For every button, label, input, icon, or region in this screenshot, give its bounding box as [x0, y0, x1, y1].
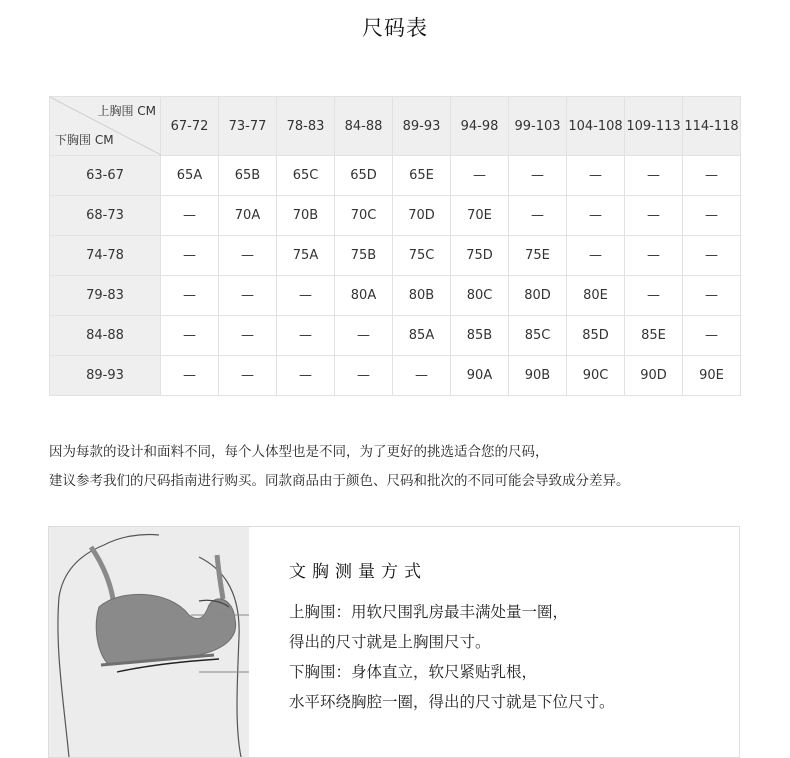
size-cell: — [451, 156, 509, 196]
size-advice-note [49, 438, 769, 496]
size-cell: — [335, 316, 393, 356]
page-title: 尺码表 [362, 16, 428, 40]
under-bust-instruction-cont: 水平环绕胸腔一圈，得出的尺寸就是下位尺寸。 [289, 693, 615, 711]
size-cell: 80D [509, 276, 567, 316]
upper-bust-label: 上胸围 CM [97, 104, 156, 118]
upper-bust-instruction-cont: 得出的尺寸就是上胸围尺寸。 [289, 633, 491, 651]
column-header: 104-108 [567, 97, 625, 156]
size-cell: 90E [683, 356, 741, 396]
size-cell: — [393, 356, 451, 396]
size-cell: 70B [277, 196, 335, 236]
size-cell: 70C [335, 196, 393, 236]
size-cell: 65D [335, 156, 393, 196]
column-header: 94-98 [451, 97, 509, 156]
size-cell: 90A [451, 356, 509, 396]
size-cell: — [219, 316, 277, 356]
size-cell: 90D [625, 356, 683, 396]
note-line: 因为每款的设计和面料不同，每个人体型也是不同，为了更好的挑选适合您的尺码， [49, 444, 549, 460]
size-cell: 75C [393, 236, 451, 276]
size-cell: 80A [335, 276, 393, 316]
size-cell: 85E [625, 316, 683, 356]
size-cell: 85D [567, 316, 625, 356]
size-cell: — [683, 196, 741, 236]
size-cell: — [683, 156, 741, 196]
under-bust-label: 下胸围 CM [55, 133, 114, 147]
under-bust-instruction: 下胸围：身体直立，软尺紧贴乳根， [289, 663, 538, 681]
table-row [50, 196, 741, 236]
size-cell: 65A [161, 156, 219, 196]
table-row [50, 316, 741, 356]
size-cell: — [335, 356, 393, 396]
corner-header [50, 97, 161, 156]
row-header: 68-73 [50, 196, 161, 236]
size-cell: 85B [451, 316, 509, 356]
column-header: 84-88 [335, 97, 393, 156]
size-cell: — [625, 156, 683, 196]
size-cell: — [219, 356, 277, 396]
size-cell: — [683, 236, 741, 276]
row-header: 74-78 [50, 236, 161, 276]
measure-instructions [289, 597, 615, 717]
size-cell: — [683, 316, 741, 356]
column-header: 109-113 [625, 97, 683, 156]
size-cell: 80C [451, 276, 509, 316]
size-cell: 65E [393, 156, 451, 196]
size-cell: — [161, 316, 219, 356]
size-cell: — [277, 276, 335, 316]
size-cell: 80E [567, 276, 625, 316]
size-cell: 75D [451, 236, 509, 276]
figure-panel [49, 527, 249, 757]
size-cell: — [277, 356, 335, 396]
size-cell: 70E [451, 196, 509, 236]
size-cell: 70D [393, 196, 451, 236]
column-header: 78-83 [277, 97, 335, 156]
size-cell: — [219, 276, 277, 316]
size-cell: — [161, 276, 219, 316]
size-cell: — [161, 356, 219, 396]
table-row [50, 236, 741, 276]
size-chart-table [49, 96, 741, 396]
table-row [50, 156, 741, 196]
size-cell: — [567, 196, 625, 236]
column-header: 89-93 [393, 97, 451, 156]
size-cell: 85C [509, 316, 567, 356]
column-header: 99-103 [509, 97, 567, 156]
size-cell: 85A [393, 316, 451, 356]
table-row [50, 276, 741, 316]
size-cell: 75E [509, 236, 567, 276]
size-cell: — [683, 276, 741, 316]
size-cell: 75B [335, 236, 393, 276]
row-header: 89-93 [50, 356, 161, 396]
size-cell: 65C [277, 156, 335, 196]
measure-title: 文胸测量方式 [289, 562, 427, 582]
column-header: 114-118 [683, 97, 741, 156]
size-cell: — [219, 236, 277, 276]
size-cell: — [567, 156, 625, 196]
size-cell: 70A [219, 196, 277, 236]
size-cell: — [277, 316, 335, 356]
size-cell: — [625, 196, 683, 236]
size-cell: — [161, 196, 219, 236]
column-header: 67-72 [161, 97, 219, 156]
note-line: 建议参考我们的尺码指南进行购买。同款商品由于颜色、尺码和批次的不同可能会导致成分差异。 [49, 473, 630, 489]
size-cell: — [625, 236, 683, 276]
bra-figure-illustration [49, 527, 249, 757]
size-cell: — [567, 236, 625, 276]
size-cell: 90B [509, 356, 567, 396]
row-header: 79-83 [50, 276, 161, 316]
column-header: 73-77 [219, 97, 277, 156]
size-cell: 65B [219, 156, 277, 196]
size-cell: — [625, 276, 683, 316]
row-header: 84-88 [50, 316, 161, 356]
size-cell: 75A [277, 236, 335, 276]
measurement-guide [48, 526, 740, 758]
row-header: 63-67 [50, 156, 161, 196]
size-cell: — [509, 196, 567, 236]
upper-bust-instruction: 上胸围：用软尺围乳房最丰满处量一圈， [289, 603, 569, 621]
size-cell: — [161, 236, 219, 276]
table-row [50, 356, 741, 396]
header-row [50, 97, 741, 156]
size-cell: — [509, 156, 567, 196]
size-cell: 90C [567, 356, 625, 396]
size-cell: 80B [393, 276, 451, 316]
